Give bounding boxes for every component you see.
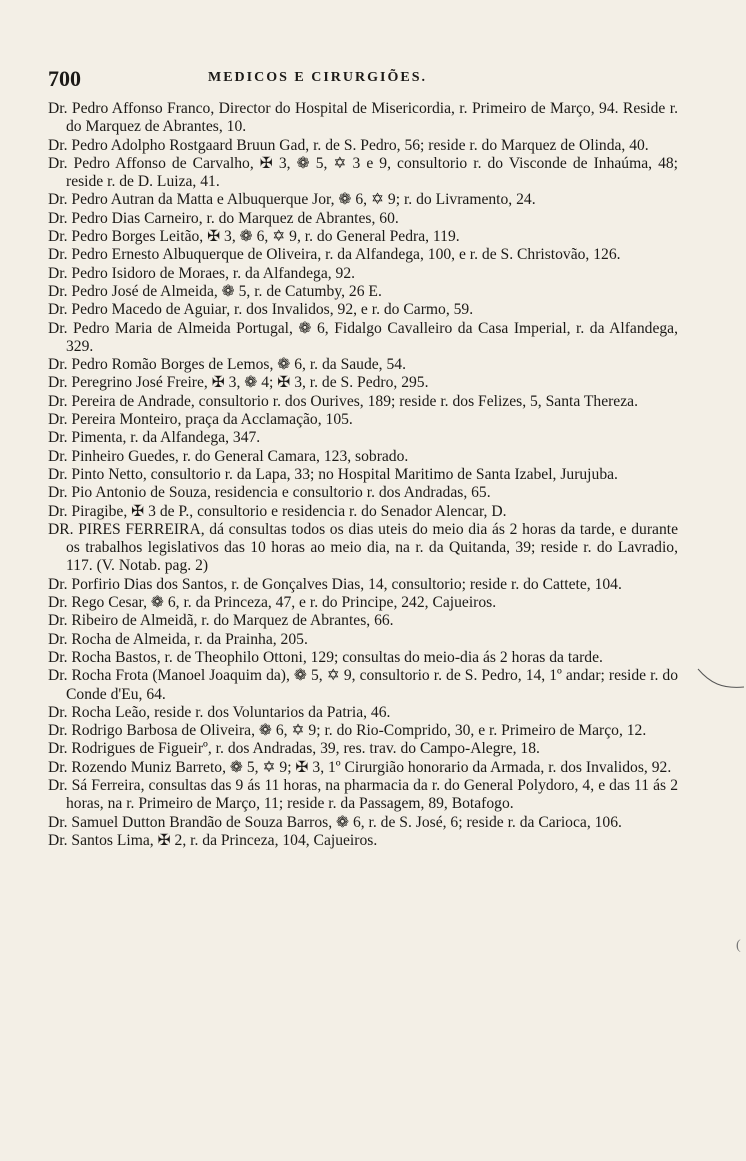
directory-entry: Dr. Ribeiro de Almeidã, r. do Marquez de Abrantes, 66. — [48, 612, 394, 630]
directory-entry: Dr. Pedro Autran da Matta e Albuquerque Jor, ❁ 6, ✡ 9; r. do Livramento, 24. — [48, 191, 536, 209]
directory-entry: Dr. Pedro José de Almeida, ❁ 5, r. de Catumby, 26 E. — [48, 282, 382, 300]
directory-entry: Dr. Santos Lima, ✠ 2, r. da Princeza, 104, Cajueiros. — [48, 831, 378, 849]
directory-entry: Dr. Rocha de Almeida, r. da Prainha, 205. — [48, 630, 308, 648]
margin-pencil-mark — [696, 665, 746, 705]
directory-entry: Dr. Pedro Romão Borges de Lemos, ❁ 6, r. da Saude, 54. — [48, 356, 406, 374]
directory-entry: Dr. Pinheiro Guedes, r. do General Camara, 123, sobrado. — [48, 447, 409, 465]
directory-entries — [48, 100, 678, 850]
directory-entry: Dr. Pereira Monteiro, praça da Acclamação, 105. — [48, 411, 353, 429]
directory-entry: Dr. Rego Cesar, ❁ 6, r. da Princeza, 47, e r. do Principe, 242, Cajueiros. — [48, 594, 497, 612]
directory-entry: Dr. Piragibe, ✠ 3 de P., consultorio e residencia r. do Senador Alencar, D. — [48, 502, 507, 520]
directory-entry: Dr. Pedro Adolpho Rostgaard Bruun Gad, r. de S. Pedro, 56; reside r. do Marquez de Olinda, 40. — [48, 136, 649, 154]
directory-entry: Dr. Pedro Affonso de Carvalho, ✠ 3, ❁ 5, ✡ 3 e 9, consultorio r. do Visconde de Inhaúma, 48; reside r. de D. Luiza, 41. — [48, 154, 678, 191]
directory-entry: Dr. Pinto Netto, consultorio r. da Lapa, 33; no Hospital Maritimo de Santa Izabel, Jurujuba. — [48, 465, 618, 483]
directory-entry: Dr. Peregrino José Freire, ✠ 3, ❁ 4; ✠ 3, r. de S. Pedro, 295. — [48, 374, 429, 392]
page-number: 700 — [48, 66, 81, 91]
directory-entry: Dr. Pedro Dias Carneiro, r. do Marquez de Abrantes, 60. — [48, 209, 399, 227]
directory-entry: Dr. Rocha Bastos, r. de Theophilo Ottoni, 129; consultas do meio-dia ás 2 horas da tarde. — [48, 648, 603, 666]
directory-entry: Dr. Pio Antonio de Souza, residencia e consultorio r. dos Andradas, 65. — [48, 484, 491, 502]
directory-entry: Dr. Samuel Dutton Brandão de Souza Barros, ❁ 6, r. de S. José, 6; reside r. da Carioca, 106. — [48, 813, 622, 831]
directory-entry: Dr. Pedro Ernesto Albuquerque de Oliveira, r. da Alfandega, 100, e r. de S. Christovão, 126. — [48, 246, 621, 264]
page-header — [48, 66, 688, 94]
directory-entry: Dr. Pedro Borges Leitão, ✠ 3, ❁ 6, ✡ 9, r. do General Pedra, 119. — [48, 228, 460, 246]
directory-entry: Dr. Rodrigo Barbosa de Oliveira, ❁ 6, ✡ 9; r. do Rio-Comprido, 30, e r. Primeiro de Março, 12. — [48, 722, 647, 740]
directory-entry: Dr. Rodrigues de Figueirº, r. dos Andradas, 39, res. trav. do Campo-Alegre, 18. — [48, 740, 540, 758]
directory-entry: DR. PIRES FERREIRA, dá consultas todos os dias uteis do meio dia ás 2 horas da tarde, e durante os trabalhos legislativos das 10 horas ao meio dia, na r. da Quitanda, 39; reside r. do Lavradio, 117. (V. Notab. pag. 2) — [48, 520, 678, 575]
directory-entry: Dr. Porfirio Dias dos Santos, r. de Gonçalves Dias, 14, consultorio; reside r. do Cattete, 104. — [48, 575, 622, 593]
directory-entry: Dr. Pedro Macedo de Aguiar, r. dos Invalidos, 92, e r. do Carmo, 59. — [48, 301, 474, 319]
margin-tick-mark: ( — [736, 938, 741, 953]
directory-entry: Dr. Rozendo Muniz Barreto, ❁ 5, ✡ 9; ✠ 3, 1º Cirurgião honorario da Armada, r. dos Invalidos, 92. — [48, 758, 672, 776]
directory-entry: Dr. Pereira de Andrade, consultorio r. dos Ourives, 189; reside r. dos Felizes, 5, Santa Thereza. — [48, 392, 638, 410]
directory-entry: Dr. Sá Ferreira, consultas das 9 ás 11 horas, na pharmacia da r. do General Polydoro, 4, e das 11 ás 2 horas, na r. Primeiro de Março, 11; reside r. da Passagem, 89, Botafogo. — [48, 776, 678, 813]
directory-entry: Dr. Pimenta, r. da Alfandega, 347. — [48, 429, 261, 447]
directory-entry: Dr. Rocha Frota (Manoel Joaquim da), ❁ 5, ✡ 9, consultorio r. de S. Pedro, 14, 1º andar; reside r. do Conde d'Eu, 64. — [48, 667, 678, 703]
directory-entry: Dr. Pedro Isidoro de Moraes, r. da Alfandega, 92. — [48, 264, 356, 282]
directory-entry: Dr. Pedro Maria de Almeida Portugal, ❁ 6, Fidalgo Cavalleiro da Casa Imperial, r. da Alfandega, 329. — [48, 319, 678, 355]
directory-entry: Dr. Pedro Affonso Franco, Director do Hospital de Misericordia, r. Primeiro de Março, 94. Reside r. do Marquez de Abrantes, 10. — [48, 100, 678, 136]
running-head: MEDICOS E CIRURGIÕES. — [208, 70, 427, 85]
directory-entry: Dr. Rocha Leão, reside r. dos Voluntarios da Patria, 46. — [48, 703, 391, 721]
